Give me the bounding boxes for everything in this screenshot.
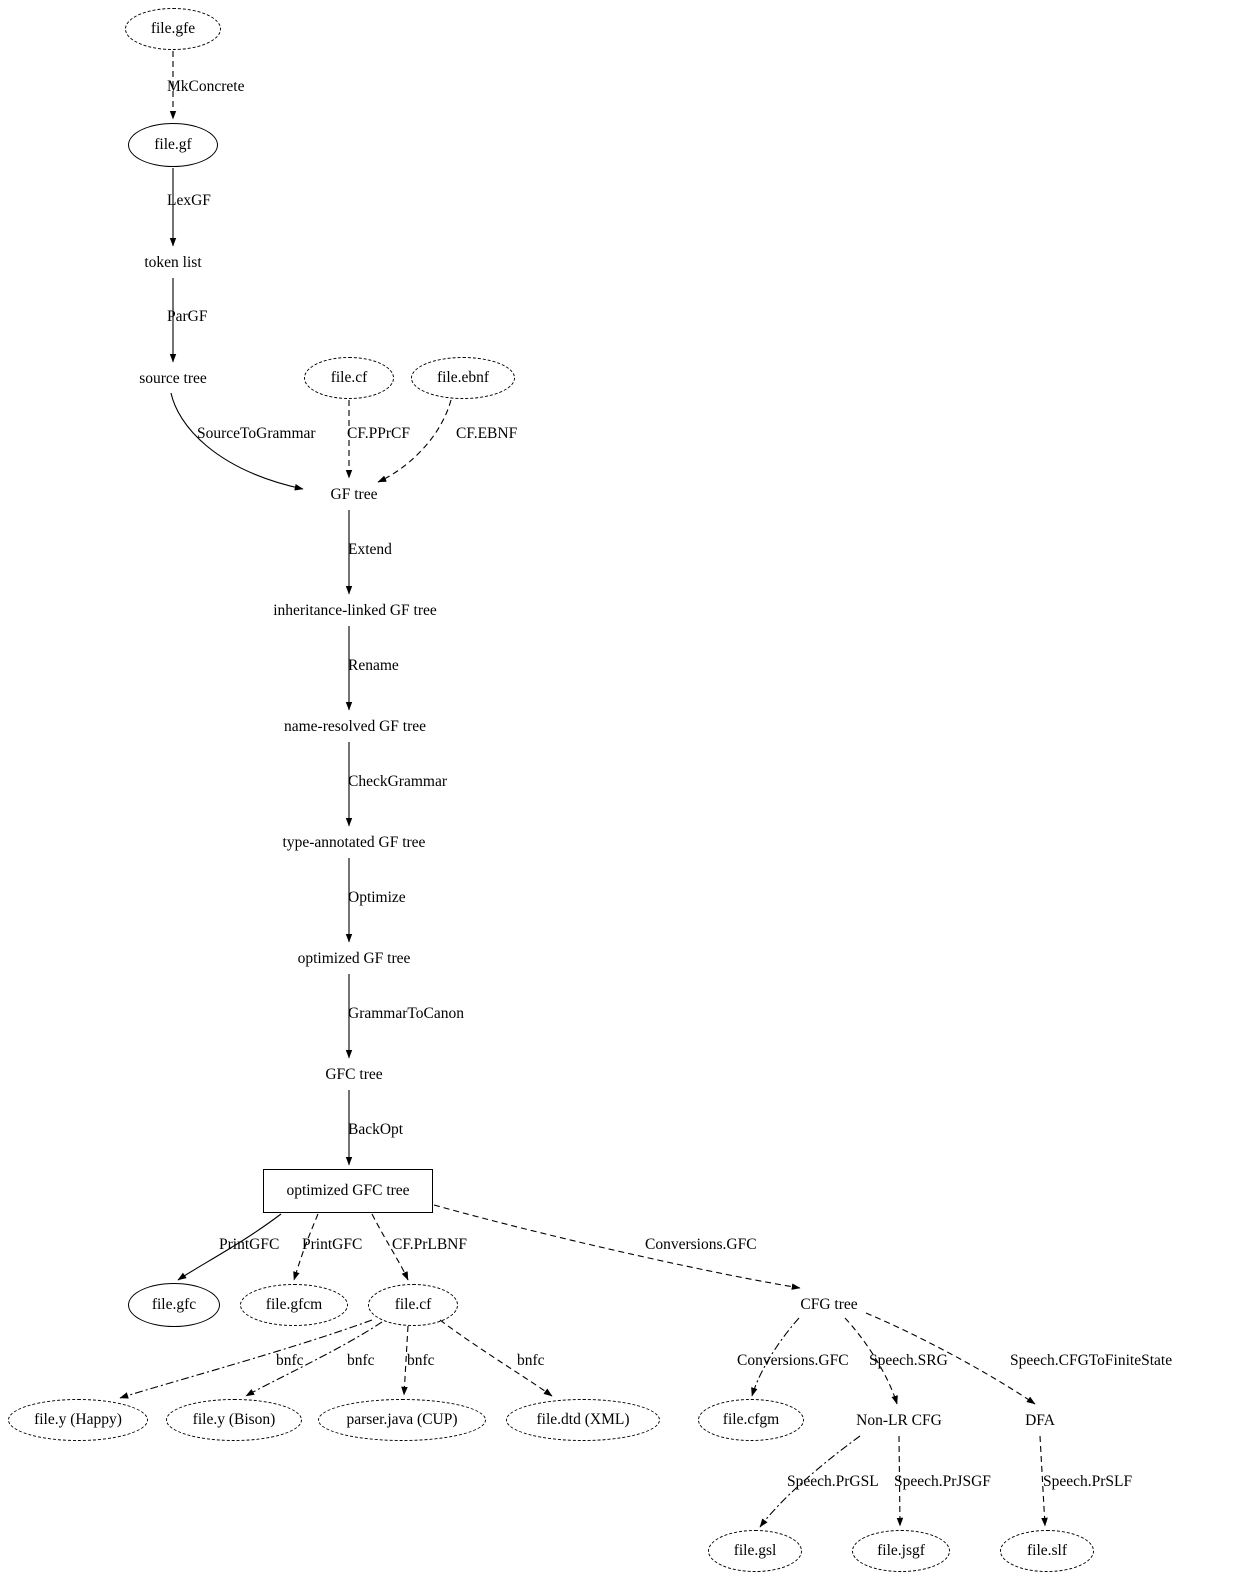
- node-file-cf-bottom[interactable]: [368, 1284, 458, 1326]
- edge-label-cfg-to-finitestate: Speech.CFGToFiniteState: [1010, 1352, 1173, 1369]
- node-label: file.cf: [330, 369, 368, 386]
- edge-label-speech-prjsgf: Speech.PrJSGF: [894, 1473, 991, 1490]
- node-label: file.gfcm: [265, 1296, 323, 1313]
- edge-filecf-to-happy: [120, 1320, 372, 1398]
- node-cfg-tree: [781, 1293, 877, 1317]
- node-gfc-tree: [305, 1063, 403, 1087]
- node-file-y-happy[interactable]: [8, 1399, 148, 1441]
- node-optimized-gfc-tree[interactable]: [263, 1169, 433, 1213]
- node-label: name-resolved GF tree: [283, 718, 427, 735]
- node-file-y-bison[interactable]: [166, 1399, 302, 1441]
- node-label: file.y (Happy): [34, 1411, 122, 1428]
- edge-label-conversions-gfc-1: Conversions.GFC: [645, 1236, 757, 1253]
- node-dfa: [1014, 1409, 1066, 1433]
- edge-label-bnfc-4: bnfc: [517, 1352, 545, 1369]
- edge-label-bnfc-2: bnfc: [347, 1352, 375, 1369]
- edge-label-speech-prslf: Speech.PrSLF: [1043, 1473, 1133, 1490]
- edge-label-extend: Extend: [348, 541, 392, 558]
- node-file-slf[interactable]: [1000, 1530, 1094, 1572]
- node-file-cfgm[interactable]: [698, 1399, 804, 1441]
- node-gf-tree: [310, 483, 398, 507]
- edge-label-checkgrammar: CheckGrammar: [348, 773, 447, 790]
- node-label: parser.java (CUP): [346, 1411, 458, 1428]
- node-label: file.ebnf: [436, 369, 490, 386]
- edge-label-cf-prlbnf: CF.PrLBNF: [392, 1236, 467, 1253]
- node-label: file.gf: [154, 136, 192, 153]
- node-label: file.gfc: [151, 1296, 197, 1313]
- node-label: file.cf: [394, 1296, 432, 1313]
- edge-label-sourcetogrammar: SourceToGrammar: [197, 425, 316, 442]
- node-label: DFA: [1025, 1412, 1055, 1429]
- edge-label-grammartocanon: GrammarToCanon: [348, 1005, 464, 1022]
- edge-label-optimize: Optimize: [348, 889, 406, 906]
- edge-label-bnfc-3: bnfc: [407, 1352, 435, 1369]
- edge-label-printgfc-2: PrintGFC: [302, 1236, 363, 1253]
- node-file-gf[interactable]: [128, 123, 218, 167]
- edge-label-speech-srg: Speech.SRG: [869, 1352, 948, 1369]
- node-label: Non-LR CFG: [856, 1412, 942, 1429]
- node-inheritance-linked-gf-tree: [243, 599, 467, 623]
- node-label: inheritance-linked GF tree: [273, 602, 437, 619]
- node-source-tree: [116, 367, 230, 391]
- node-file-gfe[interactable]: [125, 8, 221, 50]
- node-label: file.cfgm: [722, 1411, 780, 1428]
- node-parser-java-cup[interactable]: [318, 1399, 486, 1441]
- edge-label-mkconcrete: MkConcrete: [167, 78, 245, 95]
- edge-label-printgfc-1: PrintGFC: [219, 1236, 280, 1253]
- node-name-resolved-gf-tree: [255, 715, 455, 739]
- node-label: GFC tree: [325, 1066, 383, 1083]
- node-file-gsl[interactable]: [708, 1530, 802, 1572]
- node-file-gfc[interactable]: [128, 1283, 220, 1327]
- edge-label-speech-prgsl: Speech.PrGSL: [787, 1473, 879, 1490]
- edge-label-bnfc-1: bnfc: [276, 1352, 304, 1369]
- node-label: GF tree: [330, 486, 378, 503]
- edge-label-lexgf: LexGF: [167, 192, 211, 209]
- node-label: token list: [144, 254, 202, 271]
- node-non-lr-cfg: [838, 1409, 960, 1433]
- node-label: file.jsgf: [877, 1542, 925, 1559]
- node-file-cf-top[interactable]: [304, 357, 394, 399]
- node-label: file.gfe: [150, 20, 196, 37]
- node-label: optimized GF tree: [297, 950, 411, 967]
- node-label: file.gsl: [733, 1542, 777, 1559]
- node-label: type-annotated GF tree: [282, 834, 426, 851]
- node-file-gfcm[interactable]: [240, 1284, 348, 1326]
- node-label: file.slf: [1026, 1542, 1068, 1559]
- node-type-annotated-gf-tree: [252, 831, 456, 855]
- node-label: file.dtd (XML): [536, 1411, 630, 1428]
- edge-label-backopt: BackOpt: [348, 1121, 404, 1138]
- node-token-list: [120, 251, 226, 275]
- edge-label-pargf: ParGF: [167, 308, 208, 325]
- node-file-jsgf[interactable]: [852, 1530, 950, 1572]
- node-label: source tree: [139, 370, 207, 387]
- node-label: CFG tree: [800, 1296, 858, 1313]
- edge-label-rename: Rename: [348, 657, 399, 674]
- edge-label-cf-pprcf: CF.PPrCF: [347, 425, 410, 442]
- node-label: file.y (Bison): [192, 1411, 276, 1428]
- edge-label-cf-ebnf: CF.EBNF: [456, 425, 518, 442]
- edge-label-conversions-gfc-2: Conversions.GFC: [737, 1352, 849, 1369]
- node-label: optimized GFC tree: [286, 1182, 410, 1199]
- node-file-dtd-xml[interactable]: [506, 1399, 660, 1441]
- node-optimized-gf-tree: [273, 947, 435, 971]
- node-file-ebnf[interactable]: [411, 357, 515, 399]
